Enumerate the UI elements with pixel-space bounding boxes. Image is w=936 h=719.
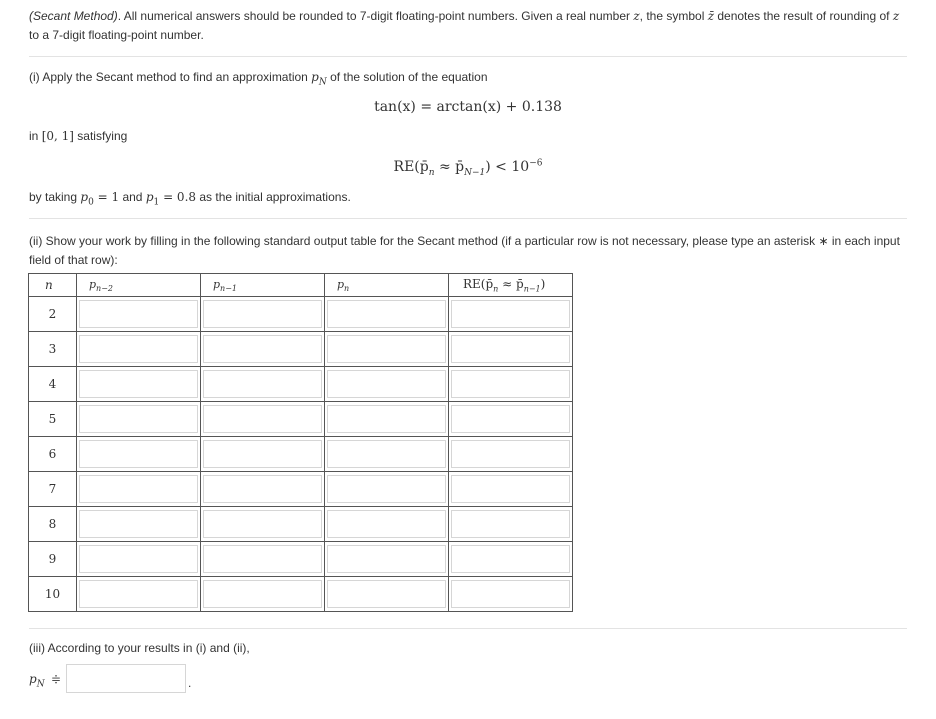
equation: tan(x) = arctan(x) + 0.138 — [374, 99, 562, 115]
input-pn-1[interactable] — [203, 475, 322, 503]
row-index: 6 — [29, 437, 77, 472]
intro-paragraph: (Secant Method). All numerical answers should be rounded to 7-digit floating-point numbers. Given a real number z, the symbol z̄ denotes the result of rounding of z to a 7-digit floating-point number. — [29, 9, 900, 42]
table-cell — [201, 472, 325, 507]
input-pn-2[interactable] — [79, 475, 198, 503]
input-pn[interactable] — [327, 440, 446, 468]
row-index: 9 — [29, 542, 77, 577]
table-row — [29, 507, 573, 542]
header-relative-error: $RE(p̄_n$ ≈ $p̄_{n-1}$) — [449, 274, 573, 297]
table-cell — [77, 297, 201, 332]
table-cell — [77, 437, 201, 472]
header-pn: $p_n$ — [325, 274, 449, 297]
input-pn-2[interactable] — [79, 370, 198, 398]
table-cell — [325, 437, 449, 472]
input-pn[interactable] — [327, 370, 446, 398]
input-relative-error[interactable] — [451, 405, 570, 433]
table-cell — [77, 402, 201, 437]
input-relative-error[interactable] — [451, 545, 570, 573]
table-cell — [449, 367, 573, 402]
part3-text: (iii) According to your results in (i) and (ii), — [29, 641, 250, 655]
row-index: 5 — [29, 402, 77, 437]
table-cell — [77, 507, 201, 542]
input-pn-1[interactable] — [203, 335, 322, 363]
table-cell — [449, 577, 573, 612]
table-row — [29, 402, 573, 437]
row-index: 10 — [29, 577, 77, 612]
table-cell — [77, 472, 201, 507]
table-cell — [201, 367, 325, 402]
input-pn-1[interactable] — [203, 510, 322, 538]
row-index: 8 — [29, 507, 77, 542]
row-index: 2 — [29, 297, 77, 332]
table-row — [29, 577, 573, 612]
header-pn-2: $p_{n-2}$ — [77, 274, 201, 297]
table-cell — [449, 507, 573, 542]
table-cell — [325, 577, 449, 612]
var-zbar: z̄ — [707, 9, 715, 23]
table-cell — [77, 542, 201, 577]
header-pn-1: $p_{n-1}$ — [201, 274, 325, 297]
input-relative-error[interactable] — [451, 475, 570, 503]
input-relative-error[interactable] — [451, 580, 570, 608]
input-pn-1[interactable] — [203, 370, 322, 398]
pN-label: $p_N$ ≑ — [29, 672, 61, 690]
input-pn-1[interactable] — [203, 580, 322, 608]
input-pn-1[interactable] — [203, 545, 322, 573]
row-index: 3 — [29, 332, 77, 367]
table-cell — [201, 542, 325, 577]
input-pn-1[interactable] — [203, 405, 322, 433]
table-cell — [449, 332, 573, 367]
table-cell — [201, 577, 325, 612]
input-pn[interactable] — [327, 510, 446, 538]
table-cell — [325, 332, 449, 367]
method-label: (Secant Method) — [29, 9, 118, 23]
table-cell — [201, 437, 325, 472]
input-pn-2[interactable] — [79, 510, 198, 538]
initial-approximations: by taking $p_0 = 1$ and $p_1 = 0.8$ as the initial approximations. — [29, 190, 351, 208]
divider — [29, 218, 907, 219]
table-cell — [449, 437, 573, 472]
input-pn-2[interactable] — [79, 335, 198, 363]
divider — [29, 628, 907, 629]
input-pn[interactable] — [327, 580, 446, 608]
table-cell — [449, 542, 573, 577]
table-cell — [201, 402, 325, 437]
table-cell — [449, 402, 573, 437]
table-cell — [325, 542, 449, 577]
table-cell — [449, 297, 573, 332]
var-z: z — [633, 9, 640, 23]
divider — [29, 56, 907, 57]
pN-answer-input[interactable] — [66, 664, 186, 693]
stopping-criterion: $RE(p̄_n$ ≈ $p̄_{N-1}) < 10^{-6}$ — [393, 158, 543, 178]
input-pn-2[interactable] — [79, 580, 198, 608]
input-pn-2[interactable] — [79, 440, 198, 468]
part1-lead: (i) Apply the Secant method to find an approximation $p_N$ of the solution of the equation — [29, 70, 488, 88]
input-pn[interactable] — [327, 335, 446, 363]
input-pn-2[interactable] — [79, 300, 198, 328]
header-n: n — [29, 274, 77, 297]
input-pn-2[interactable] — [79, 545, 198, 573]
input-pn[interactable] — [327, 545, 446, 573]
input-relative-error[interactable] — [451, 300, 570, 328]
table-cell — [325, 507, 449, 542]
input-relative-error[interactable] — [451, 335, 570, 363]
table-cell — [325, 402, 449, 437]
row-index: 7 — [29, 472, 77, 507]
trailing-period: . — [188, 676, 192, 690]
table-cell — [325, 472, 449, 507]
input-pn-1[interactable] — [203, 440, 322, 468]
table-row — [29, 367, 573, 402]
table-row — [29, 332, 573, 367]
table-cell — [201, 297, 325, 332]
table-cell — [201, 332, 325, 367]
table-cell — [77, 332, 201, 367]
secant-output-table — [28, 273, 573, 612]
input-pn-2[interactable] — [79, 405, 198, 433]
interval-line: in [0, 1] satisfying — [29, 129, 128, 143]
row-index: 4 — [29, 367, 77, 402]
table-row — [29, 437, 573, 472]
input-pn[interactable] — [327, 405, 446, 433]
input-relative-error[interactable] — [451, 440, 570, 468]
table-cell — [77, 577, 201, 612]
table-cell — [325, 367, 449, 402]
table-cell — [449, 472, 573, 507]
input-pn[interactable] — [327, 475, 446, 503]
table-row — [29, 542, 573, 577]
table-row — [29, 297, 573, 332]
input-relative-error[interactable] — [451, 510, 570, 538]
table-cell — [325, 297, 449, 332]
part2-instructions: (ii) Show your work by filling in the following standard output table for the Secant method (if a particular row is not necessary, please type an asterisk ∗ in each input field of that row): — [29, 234, 900, 267]
input-pn[interactable] — [327, 300, 446, 328]
input-relative-error[interactable] — [451, 370, 570, 398]
table-row — [29, 472, 573, 507]
table-cell — [201, 507, 325, 542]
table-cell — [77, 367, 201, 402]
input-pn-1[interactable] — [203, 300, 322, 328]
